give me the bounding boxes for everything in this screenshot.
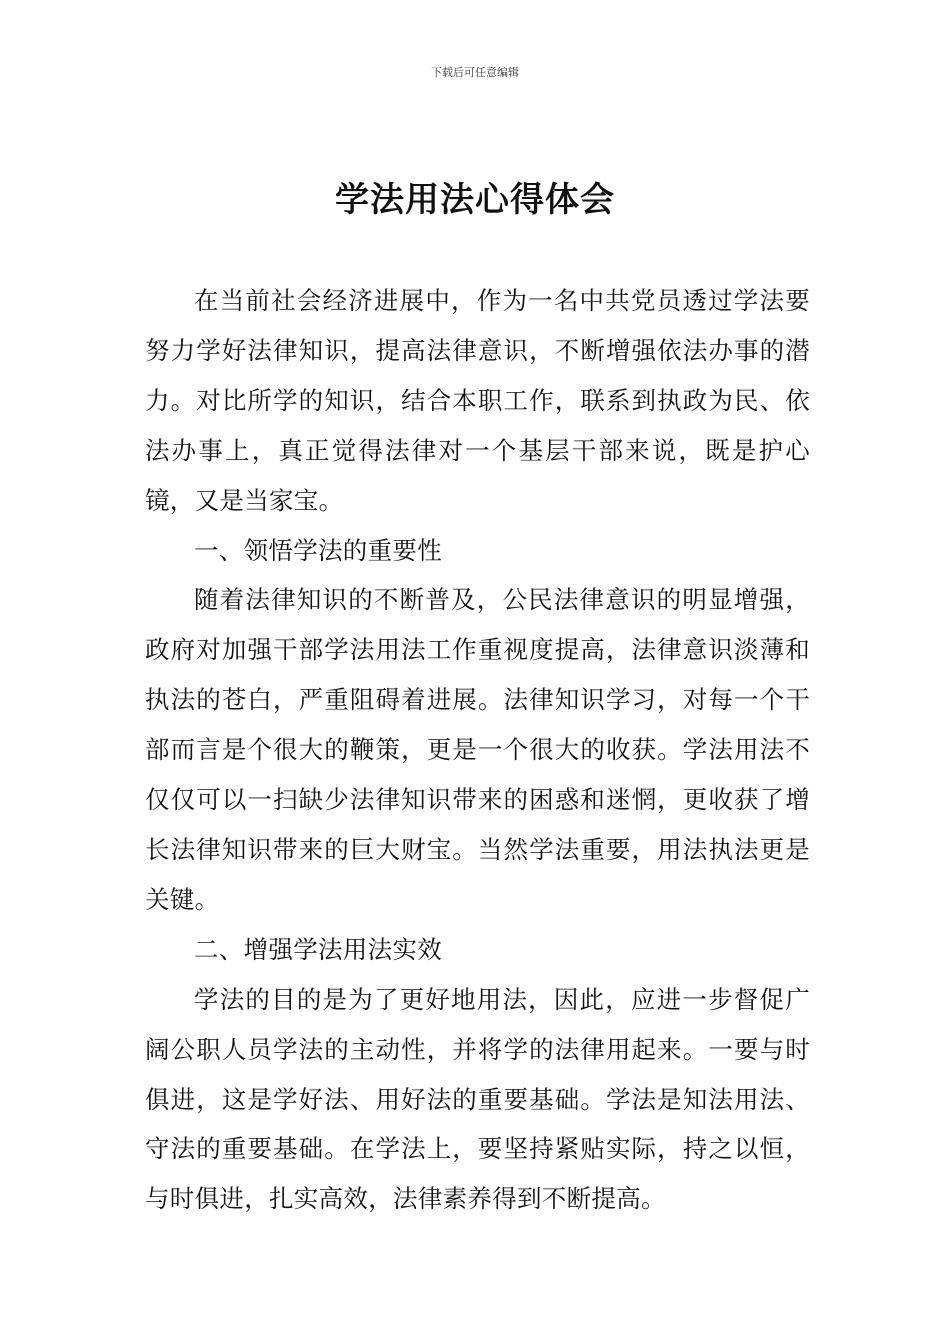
section-2-paragraph: 学法的目的是为了更好地用法，因此，应进一步督促广阔公职人员学法的主动性，并将学的法律用起来。一要与时俱进，这是学好法、用好法的重要基础。学法是知法用法、守法的重要基础。在学法上，要坚持紧贴实际，持之以恒，与时俱进，扎实高效，法律素养得到不断提高。	[145, 984, 810, 1214]
section-1-paragraph: 随着法律知识的不断普及，公民法律意识的明显增强，政府对加强干部学法用法工作重视度提高，法律意识淡薄和执法的苍白，严重阻碍着进展。法律知识学习，对每一个干部而言是个很大的鞭策，更是一个很大的收获。学法用法不仅仅可以一扫缺少法律知识带来的困惑和迷惘，更收获了增长法律知识带来的巨大财宝。当然学法重要，用法执法更是关键。	[145, 585, 810, 914]
document-body	[145, 276, 810, 1224]
header-note: 下载后可任意编辑	[431, 66, 519, 79]
document-title: 学法用法心得体会	[335, 180, 615, 220]
section-heading-2: 二、增强学法用法实效	[194, 934, 442, 964]
intro-paragraph: 在当前社会经济进展中，作为一名中共党员透过学法要努力学好法律知识，提高法律意识，不断增强依法办事的潜力。对比所学的知识，结合本职工作，联系到执政为民、依法办事上，真正觉得法律对一个基层干部来说，既是护心镜，又是当家宝。	[145, 286, 810, 515]
section-heading-1: 一、领悟学法的重要性	[194, 535, 442, 565]
